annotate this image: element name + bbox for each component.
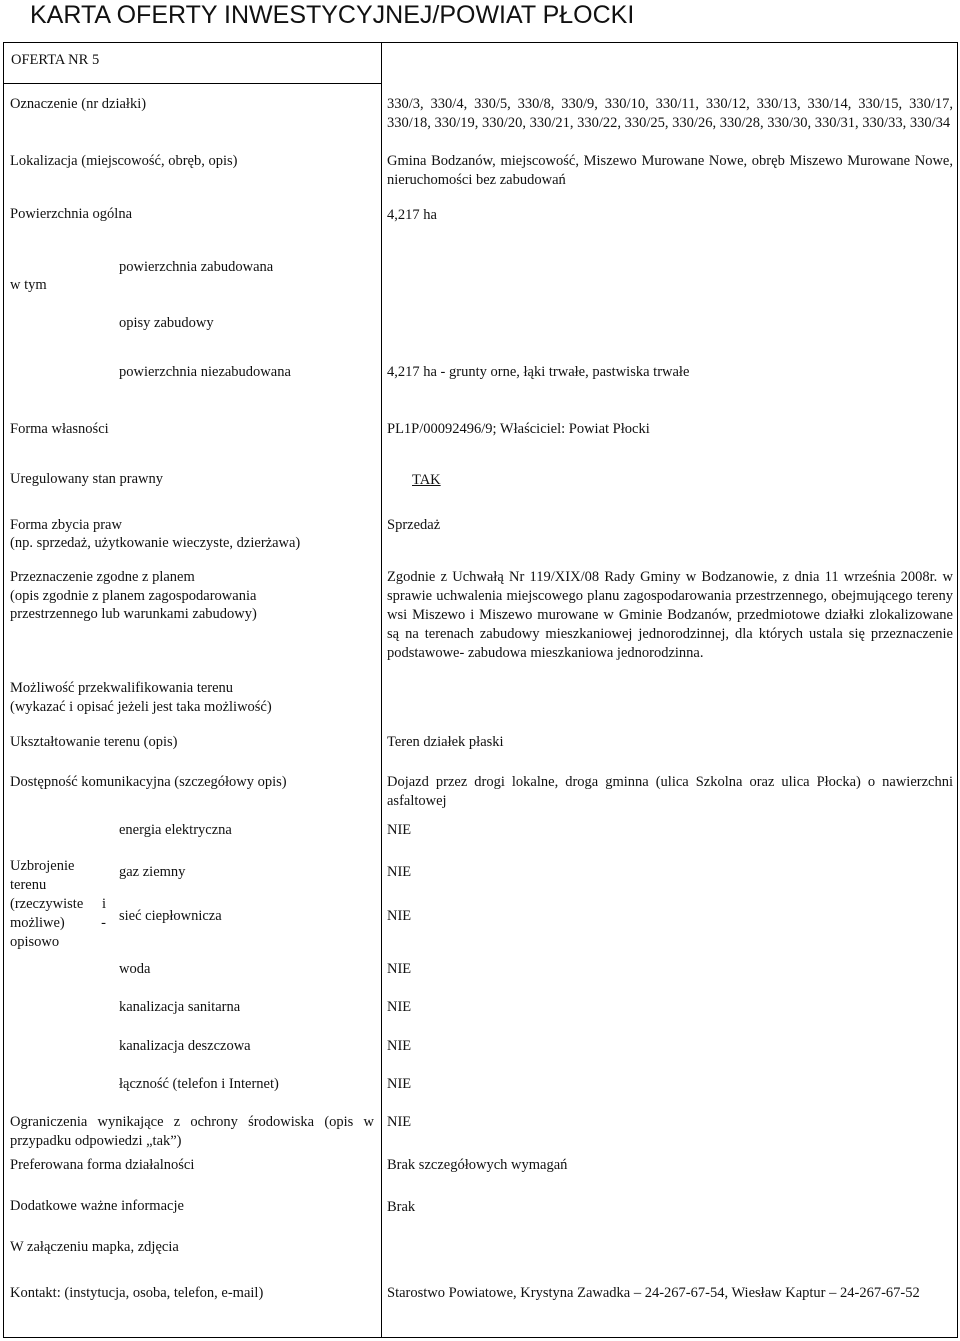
utility-label: energia elektryczna (119, 822, 232, 838)
attachment-label: W załączeniu mapka, zdjęcia (10, 1239, 179, 1255)
row-divider (4, 83, 381, 84)
disposal-label-1: Forma zbycia praw (10, 517, 122, 533)
utilities-label: Uzbrojenie terenu (rzeczywiste i możliwe) - opisowo (10, 858, 106, 950)
utility-label: gaz ziemny (119, 864, 186, 880)
area-value: 4,217 ha (387, 207, 437, 223)
purpose-label-3: przestrzennego lub warunkami zabudowy) (10, 606, 257, 622)
utility-label: kanalizacja deszczowa (119, 1038, 251, 1054)
wtym-label: w tym (10, 277, 47, 293)
utility-value: NIE (387, 1076, 412, 1092)
env-label: Ograniczenia wynikające z ochrony środowiska (opis w przypadku odpowiedzi „tak”) (10, 1114, 374, 1149)
purpose-label-2: (opis zgodnie z planem zagospodarowania (10, 588, 257, 604)
column-divider (381, 43, 382, 1337)
activity-label: Preferowana forma działalności (10, 1157, 195, 1173)
plot-value: 330/3, 330/4, 330/5, 330/8, 330/9, 330/10, 330/11, 330/12, 330/13, 330/14, 330/15, 330/17, 330/18, 330/19, 330/20, 330/21, 330/22, 330/25, 330/26, 330/28, 330/30, 330/31, 330/33, 330/34 (387, 96, 953, 131)
activity-value: Brak szczegółowych wymagań (387, 1157, 568, 1173)
access-value: Dojazd przez drogi lokalne, droga gminna (ulica Szkolna oraz ulica Płocka) o nawierzchni asfaltowej (387, 774, 953, 809)
extra-value: Brak (387, 1199, 416, 1215)
built-area-label: powierzchnia zabudowana (119, 259, 274, 275)
disposal-value: Sprzedaż (387, 517, 441, 533)
access-label: Dostępność komunikacyjna (szczegółowy opis) (10, 774, 287, 790)
unbuilt-area-value: 4,217 ha - grunty orne, łąki trwałe, pastwiska trwałe (387, 364, 690, 380)
contact-value: Starostwo Powiatowe, Krystyna Zawadka – 24-267-67-54, Wiesław Kaptur – 24-267-67-52 (387, 1285, 920, 1301)
utility-value: NIE (387, 822, 412, 838)
ownership-value: PL1P/00092496/9; Właściciel: Powiat Płocki (387, 421, 650, 437)
page-title: KARTA OFERTY INWESTYCYJNEJ/POWIAT PŁOCKI (30, 1, 635, 29)
utility-value: NIE (387, 908, 412, 924)
legal-label: Uregulowany stan prawny (10, 471, 164, 487)
utility-value: NIE (387, 961, 412, 977)
env-value: NIE (387, 1114, 412, 1130)
legal-value: TAK (412, 472, 441, 488)
plot-label: Oznaczenie (nr działki) (10, 96, 147, 112)
area-label: Powierzchnia ogólna (10, 206, 133, 222)
utility-value: NIE (387, 1038, 412, 1054)
offer-table (3, 42, 958, 1338)
location-label: Lokalizacja (miejscowość, obręb, opis) (10, 153, 238, 169)
ownership-label: Forma własności (10, 421, 109, 437)
utility-label: łączność (telefon i Internet) (119, 1076, 279, 1092)
utility-label: kanalizacja sanitarna (119, 999, 241, 1015)
requalify-label-1: Możliwość przekwalifikowania terenu (10, 680, 234, 696)
extra-label: Dodatkowe ważne informacje (10, 1198, 184, 1214)
terrain-value: Teren działek płaski (387, 734, 504, 750)
contact-label: Kontakt: (instytucja, osoba, telefon, e-mail) (10, 1285, 264, 1301)
utility-value: NIE (387, 999, 412, 1015)
utility-label: sieć ciepłownicza (119, 908, 222, 924)
location-value: Gmina Bodzanów, miejscowość, Miszewo Murowane Nowe, obręb Miszewo Murowane Nowe, nieruchomości bez zabudowań (387, 153, 953, 188)
utility-value: NIE (387, 864, 412, 880)
offer-number: OFERTA NR 5 (11, 52, 100, 68)
purpose-value: Zgodnie z Uchwałą Nr 119/XIX/08 Rady Gminy w Bodzanowie, z dnia 11 września 2008r. w sprawie uchwalenia miejscowego planu zagospodarowania przestrzennego, obejmującego tereny wsi Miszewo i Miszewo murowane w Gminie Bodzanów, przedmiotowe działki zlokalizowane są na terenach zabudowy mieszkaniowej jednorodzinnej, dla których ustala się przeznaczenie podstawowe- zabudowa mieszkaniowa jednorodzinna. (387, 569, 953, 661)
building-desc-label: opisy zabudowy (119, 315, 214, 331)
utility-label: woda (119, 961, 151, 977)
purpose-label-1: Przeznaczenie zgodne z planem (10, 569, 195, 585)
terrain-label: Ukształtowanie terenu (opis) (10, 734, 178, 750)
requalify-label-2: (wykazać i opisać jeżeli jest taka możliwość) (10, 699, 272, 715)
disposal-label-2: (np. sprzedaż, użytkowanie wieczyste, dzierżawa) (10, 535, 301, 551)
unbuilt-area-label: powierzchnia niezabudowana (119, 364, 291, 380)
